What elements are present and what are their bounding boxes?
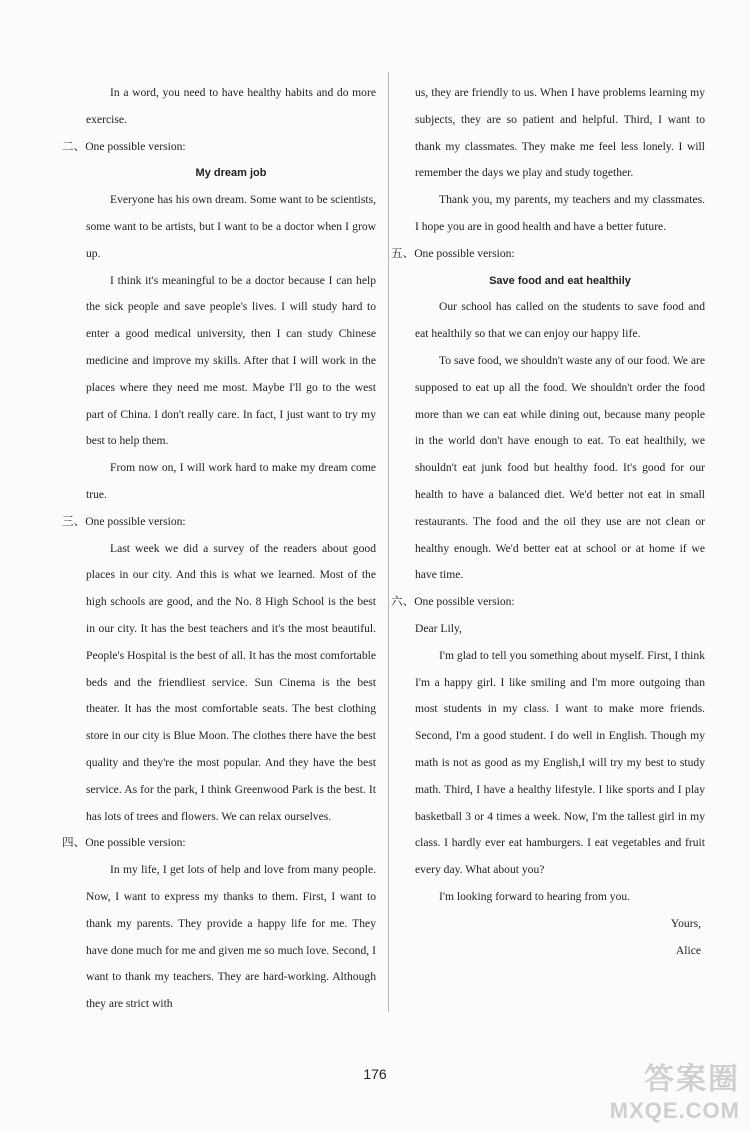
s5-paragraph-2: To save food, we shouldn't waste any of our food. We are supposed to eat up all the food. We shouldn't order the food more than we can eat while dining out, because many people in the world don't have enough to eat. To eat healthily, we shouldn't eat junk food but healthy food. It's good for our health to have a balanced diet. We'd better not eat in small restaurants. The food and the oil they use are not clean or healthy enough. We'd better eat at school or at home if we have time. <box>415 353 705 582</box>
column-divider <box>388 72 389 1012</box>
watermark-top-text: 答案圈 <box>644 1063 740 1096</box>
site-watermark-logo <box>610 1054 740 1124</box>
essay-title-dream-job: My dream job <box>195 167 267 180</box>
section-label-3: 三、One possible version: <box>62 514 186 528</box>
s2-paragraph-3: From now on, I will work hard to make my dream come true. <box>86 461 376 501</box>
section-label-5: 五、One possible version: <box>391 246 515 260</box>
letter-signature: Alice <box>675 943 701 957</box>
s6-paragraph-1: I'm glad to tell you something about myself. First, I think I'm a happy girl. I like smiling and I'm more outgoing than most students in my class. I want to make more friends. Second, I'm a good student. I do well in English. Though my math is not as good as my English,I will try my best to study math. Third, I have a healthy lifestyle. I like sports and I play basketball 3 or 4 times a week. Now, I'm the tallest girl in my class. I hardly ever eat hamburgers. I eat vegetables and fruit every day. What about you? <box>415 648 705 877</box>
s6-paragraph-2: I'm looking forward to hearing from you. <box>439 889 631 903</box>
s4-continued-paragraph-1: us, they are friendly to us. When I have problems learning my subjects, they are so patient and helpful. Third, I want to thank my classmates. They make me feel less lonely. I will remember the days we play and study together. <box>415 86 705 180</box>
essay-title-save-food: Save food and eat healthily <box>489 274 631 287</box>
s2-paragraph-1: Everyone has his own dream. Some want to be scientists, some want to be artists, but I want to be a doctor when I grow up. <box>86 193 376 260</box>
s5-paragraph-1: Our school has called on the students to save food and eat healthily so that we can enjoy our happy life. <box>415 300 705 341</box>
s4-continued-paragraph-2: Thank you, my parents, my teachers and my classmates. I hope you are in good health and have a better future. <box>415 193 705 233</box>
section-label-4: 四、One possible version: <box>62 836 186 850</box>
letter-greeting: Dear Lily, <box>415 621 462 635</box>
s1-paragraph: In a word, you need to have healthy habits and do more exercise. <box>86 86 376 126</box>
s4-paragraph-1: In my life, I get lots of help and love from many people. Now, I want to express my thanks to them. First, I want to thank my parents. They provide a happy life for me. They have done much for me and given me so much love. Second, I want to thank my teachers. They are hard-working. Although they are strict with <box>86 863 376 1011</box>
s2-paragraph-2: I think it's meaningful to be a doctor because I can help the sick people and save people's lives. I will study hard to enter a good medical university, then I can study Chinese medicine and improve my skills. After that I will work in the places where they need me most. Maybe I'll go to the west part of China. I don't really care. In fact, I just want to try my best to help them. <box>86 273 376 448</box>
letter-closing: Yours, <box>670 916 701 930</box>
watermark-bottom-text: MXQE.COM <box>609 1098 740 1123</box>
section-label-2: 二、One possible version: <box>62 139 186 153</box>
section-label-6: 六、One possible version: <box>391 595 515 609</box>
page-number: 176 <box>363 1066 387 1082</box>
left-column <box>62 80 376 1018</box>
right-column <box>391 80 705 964</box>
s3-paragraph-1: Last week we did a survey of the readers about good places in our city. And this is what we learned. Most of the high schools are good, and the No. 8 High School is the best in our city. It has the best teachers and it's the most beautiful. People's Hospital is the best of all. It has the most comfortable beds and the friendliest service. Sun Cinema is the best theater. It has the most comfortable seats. The best clothing store in our city is Blue Moon. The clothes there have the best quality and they're the most popular. And they have the best service. As for the park, I think Greenwood Park is the best. It has lots of trees and flowers. We can relax ourselves. <box>86 541 376 823</box>
